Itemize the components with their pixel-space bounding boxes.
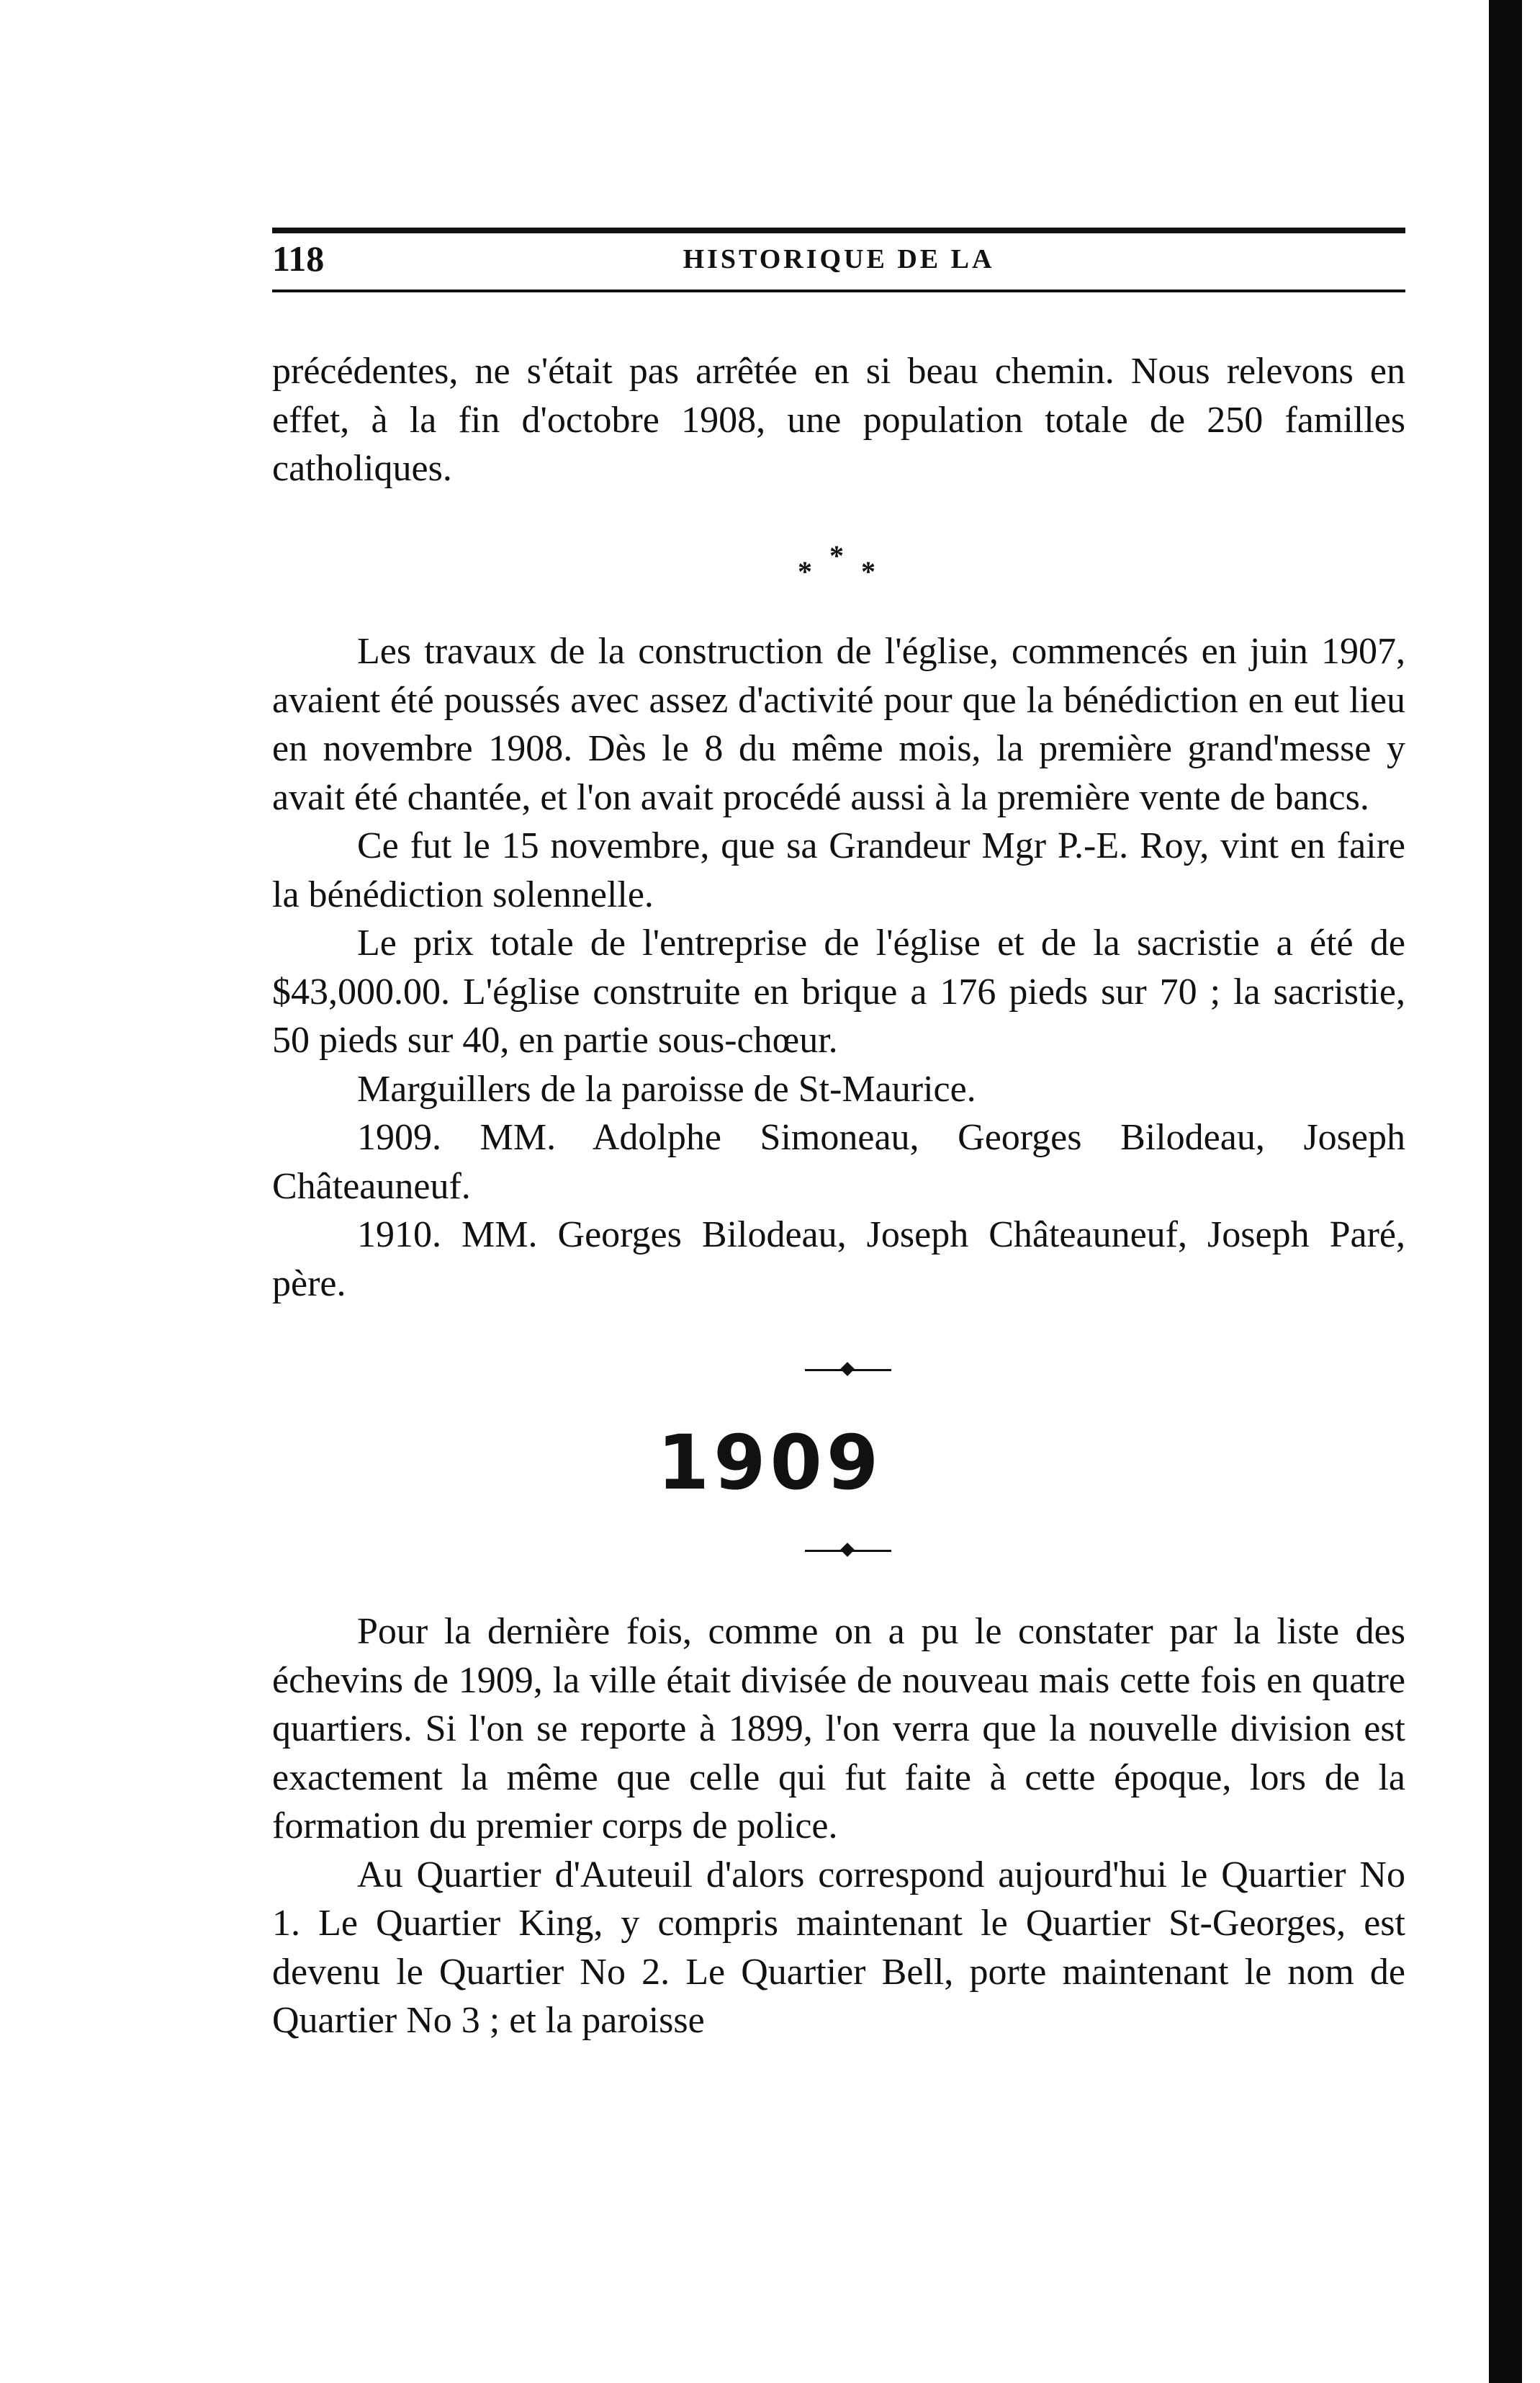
paragraph: Au Quartier d'Auteuil d'alors correspond aujourd'hui le Quartier No 1. Le Quartier King, y compris maintenant le Quartier St-Georges, est devenu le Quartier No 2. Le Quartier Bell, porte maintenant le nom de Quartier No 3 ; et la paroisse bbox=[272, 1854, 1405, 2041]
ornament-diamond-icon bbox=[840, 1362, 855, 1376]
section-intro bbox=[272, 347, 1405, 493]
ornament-diamond-icon bbox=[840, 1543, 855, 1557]
paragraph: 1910. MM. Georges Bilodeau, Joseph Châteauneuf, Joseph Paré, père. bbox=[272, 1214, 1405, 1304]
ornament-divider-bottom bbox=[805, 1543, 891, 1558]
section-1909-wards bbox=[272, 1607, 1405, 2045]
asterism-star-left: * bbox=[798, 555, 812, 588]
paragraph: Marguillers de la paroisse de St-Maurice. bbox=[357, 1068, 976, 1110]
paragraph: Le prix totale de l'entreprise de l'église et de la sacristie a été de $43,000.00. L'église construite en brique a 176 pieds sur 70 ; la sacristie, 50 pieds sur 40, en partie sous-chœur. bbox=[272, 923, 1405, 1061]
asterism-divider bbox=[0, 539, 1540, 592]
paragraph: Ce fut le 15 novembre, que sa Grandeur Mgr P.-E. Roy, vint en faire la bénédiction solennelle. bbox=[272, 825, 1405, 915]
running-title: HISTORIQUE DE LA bbox=[683, 244, 995, 274]
asterism-star-right: * bbox=[861, 555, 875, 588]
header-rule-top bbox=[272, 228, 1405, 233]
page-number: 118 bbox=[272, 238, 325, 279]
paragraph: précédentes, ne s'était pas arrêtée en si beau chemin. Nous relevons en effet, à la fin d'octobre 1908, une population totale de 250 familles catholiques. bbox=[272, 351, 1405, 489]
header-rule-bottom bbox=[272, 290, 1405, 292]
page-edge-shadow bbox=[1489, 0, 1522, 2383]
page-header bbox=[272, 228, 1405, 300]
year-heading: 1909 bbox=[657, 1419, 883, 1507]
asterism-star-top: * bbox=[829, 539, 844, 572]
paragraph: 1909. MM. Adolphe Simoneau, Georges Bilodeau, Joseph Châteauneuf. bbox=[272, 1117, 1405, 1207]
section-church-construction bbox=[272, 627, 1405, 1308]
paragraph: Les travaux de la construction de l'église, commencés en juin 1907, avaient été poussés avec assez d'activité pour que la bénédiction en eut lieu en novembre 1908. Dès le 8 du même mois, la première grand'messe y avait été chantée, et l'on avait procédé aussi à la première vente de bancs. bbox=[272, 631, 1405, 818]
paragraph: Pour la dernière fois, comme on a pu le constater par la liste des échevins de 1909, la ville était divisée de nouveau mais cette fois en quatre quartiers. Si l'on se reporte à 1899, l'on verra que la nouvelle division est exactement la même que celle qui fut faite à cette époque, lors de la formation du premier corps de police. bbox=[272, 1611, 1405, 1846]
ornament-divider-top bbox=[805, 1363, 891, 1377]
